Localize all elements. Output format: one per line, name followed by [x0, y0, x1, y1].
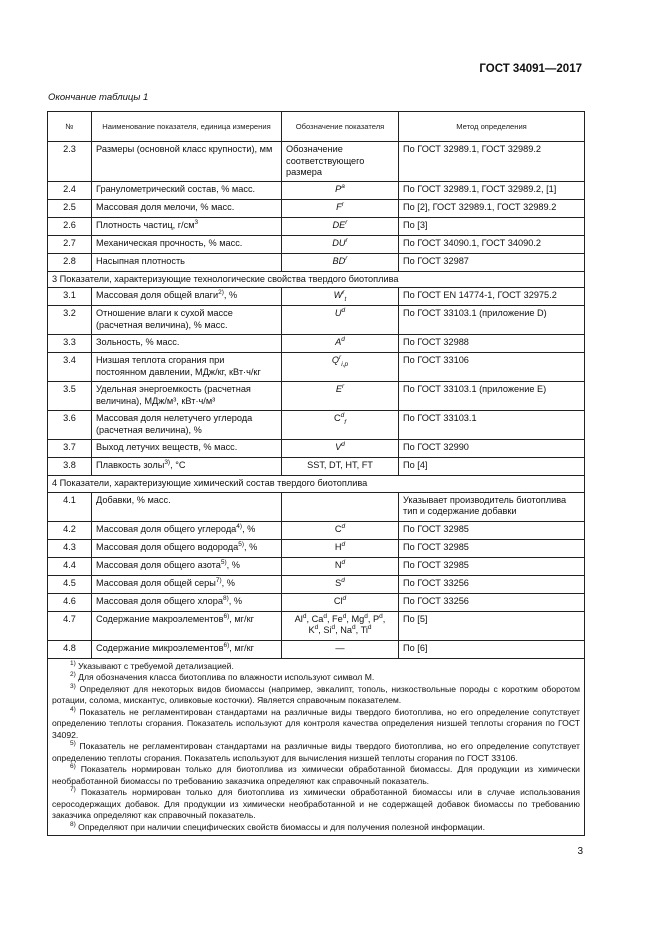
table-row: [48, 181, 585, 199]
indicator-symbol: $V^d$: [282, 440, 399, 458]
method: По ГОСТ 32987: [399, 253, 585, 271]
table-row: [48, 199, 585, 217]
table-row: [48, 411, 585, 440]
indicator-name: Массовая доля общего азота$^{5)}$, %: [92, 557, 282, 575]
indicator-symbol: —: [282, 640, 399, 658]
footnote-mark: 2): [70, 671, 76, 679]
indicator-name: Массовая доля общей серы$^{7)}$, %: [92, 575, 282, 593]
method: По [5]: [399, 611, 585, 640]
footnote-text: Определяют для некоторых видов биомассы (например, эвкалипт, тополь, низкоствольные породы с коротким оборотом ротации, солома, мискантус, оливковые косточки). Является справочным показателем.: [52, 683, 580, 705]
indicator-name: Добавки, % масс.: [92, 492, 282, 521]
footnote-mark: 5): [70, 740, 76, 748]
method: По ГОСТ 33106: [399, 353, 585, 382]
row-number: 2.6: [48, 217, 92, 235]
indicator-name: Размеры (основной класс крупности), мм: [92, 142, 282, 182]
footnote-mark: 7): [70, 786, 76, 794]
table-row: [48, 611, 585, 640]
table-row: [48, 492, 585, 521]
footnote-text: Указывают с требуемой детализацией.: [75, 660, 234, 671]
table-row: [48, 382, 585, 411]
footnote: [52, 684, 580, 707]
method: По ГОСТ 32985: [399, 539, 585, 557]
table-row: [48, 288, 585, 306]
row-number: 3.3: [48, 335, 92, 353]
table-row: [48, 306, 585, 335]
method: По ГОСТ 32985: [399, 557, 585, 575]
indicator-symbol: $U^d$: [282, 306, 399, 335]
section-title: 3 Показатели, характеризующие технологические свойства твердого биотоплива: [48, 271, 585, 288]
indicator-symbol: $BD^r$: [282, 253, 399, 271]
table-row: [48, 557, 585, 575]
indicator-symbol: Обозначение соответствующего размера: [282, 142, 399, 182]
indicator-name: Насыпная плотность: [92, 253, 282, 271]
footnote: [52, 822, 580, 834]
table-row: [48, 440, 585, 458]
row-number: 4.2: [48, 521, 92, 539]
table-row: [48, 458, 585, 476]
indicator-symbol: $S^d$: [282, 575, 399, 593]
table-row: [48, 539, 585, 557]
indicator-symbol: $W^r_t$: [282, 288, 399, 306]
footnote: [52, 764, 580, 787]
footnote-text: Для обозначения класса биотоплива по влажности используют символ M.: [75, 672, 375, 682]
method: По ГОСТ 32988: [399, 335, 585, 353]
table-row: [48, 593, 585, 611]
indicator-name: Гранулометрический состав, % масс.: [92, 181, 282, 199]
method: По ГОСТ 32985: [399, 521, 585, 539]
row-number: 2.7: [48, 235, 92, 253]
footnote: [52, 672, 580, 684]
row-number: 3.4: [48, 353, 92, 382]
table-row: [48, 353, 585, 382]
row-number: 4.6: [48, 593, 92, 611]
row-number: 3.7: [48, 440, 92, 458]
section-title: 4 Показатели, характеризующие химический состав твердого биотоплива: [48, 476, 585, 493]
indicator-name: Массовая доля общего углерода$^{4)}$, %: [92, 521, 282, 539]
footnote: [52, 707, 580, 742]
row-number: 3.5: [48, 382, 92, 411]
method: По [2], ГОСТ 32989.1, ГОСТ 32989.2: [399, 199, 585, 217]
indicator-name: Удельная энергоемкость (расчетная величина), МДж/м³, кВт·ч/м³: [92, 382, 282, 411]
indicator-symbol: Al$^d$, Ca$^d$, Fe$^d$, Mg$^d$, $P^d$, $K^d$, Si$^d$, Na$^d$, Ti$^d$: [282, 611, 399, 640]
footnote-mark: 3): [70, 682, 76, 690]
method: По ГОСТ 33256: [399, 593, 585, 611]
row-number: 3.2: [48, 306, 92, 335]
method: По ГОСТ EN 14774-1, ГОСТ 32975.2: [399, 288, 585, 306]
method: По [3]: [399, 217, 585, 235]
table-header-row: [48, 112, 585, 142]
indicators-table: [47, 111, 585, 836]
table-row: [48, 142, 585, 182]
indicator-symbol: $N^d$: [282, 557, 399, 575]
table-row: [48, 640, 585, 658]
col-header-number: №: [48, 112, 92, 142]
indicator-symbol: $A^d$: [282, 335, 399, 353]
indicator-symbol: $C^d$: [282, 521, 399, 539]
indicator-name: Массовая доля общего хлора$^{8)}$, %: [92, 593, 282, 611]
footnote-mark: 8): [70, 820, 76, 828]
row-number: 2.8: [48, 253, 92, 271]
page-number: 3: [577, 846, 583, 857]
row-number: 3.6: [48, 411, 92, 440]
indicator-symbol: $DU^r$: [282, 235, 399, 253]
method: По ГОСТ 33103.1 (приложение E): [399, 382, 585, 411]
indicator-symbol: $DE^r$: [282, 217, 399, 235]
section-row: [48, 271, 585, 288]
col-header-symbol: Обозначение показателя: [282, 112, 399, 142]
table-row: [48, 335, 585, 353]
col-header-name: Наименование показателя, единица измерения: [92, 112, 282, 142]
indicator-name: Содержание микроэлементов$^{6)}$, мг/кг: [92, 640, 282, 658]
footnote-text: Определяют при наличии специфических свойств биомассы и для получения полезной информации.: [75, 821, 485, 832]
row-number: 2.4: [48, 181, 92, 199]
footnotes: [48, 658, 585, 836]
document-id: ГОСТ 34091—2017: [479, 63, 582, 75]
indicator-name: Массовая доля нелетучего углерода (расчетная величина), %: [92, 411, 282, 440]
row-number: 4.5: [48, 575, 92, 593]
indicator-name: Отношение влаги к сухой массе (расчетная величина), % масс.: [92, 306, 282, 335]
row-number: 4.8: [48, 640, 92, 658]
method: По ГОСТ 33103.1 (приложение D): [399, 306, 585, 335]
indicator-symbol: $H^d$: [282, 539, 399, 557]
row-number: 4.4: [48, 557, 92, 575]
row-number: 3.1: [48, 288, 92, 306]
row-number: 4.1: [48, 492, 92, 521]
method: По ГОСТ 32989.1, ГОСТ 32989.2, [1]: [399, 181, 585, 199]
footnote: [52, 741, 580, 764]
footnote-text: Показатель нормирован только для биотоплива из химически обработанной биомассы. Для продукции из химически необработанной биомассы по требованию заказчика определяют как справочный показатель.: [52, 764, 580, 786]
footnote-mark: 4): [70, 705, 76, 713]
row-number: 3.8: [48, 458, 92, 476]
indicator-symbol: $P^a$: [282, 181, 399, 199]
indicator-name: Выход летучих веществ, % масс.: [92, 440, 282, 458]
indicator-name: Массовая доля мелочи, % масс.: [92, 199, 282, 217]
method: По [6]: [399, 640, 585, 658]
footnote-mark: 1): [70, 659, 76, 667]
footnote-text: Показатель не регламентирован стандартами на различные виды твердого биотоплива, но его определение сопутствует определению теплоты сгорания. Показатель используют для контроля качества определения низшей теплоты сгорания по ГОСТ 34092.: [52, 706, 580, 740]
indicator-symbol: [282, 492, 399, 521]
table-row: [48, 521, 585, 539]
footnote: [52, 661, 580, 673]
indicator-name: Плавкость золы$^{3)}$, °C: [92, 458, 282, 476]
footnote-text: Показатель не регламентирован стандартами на различные виды твердого биотоплива, но его определение сопутствует определению теплоты сгорания. Показатель используют для вычисления низшей теплоты сгорания по ГОСТ 33106.: [52, 741, 580, 763]
footnote-mark: 6): [70, 763, 76, 771]
footnote-text: Показатель нормирован только для биотоплива из химически обработанной биомассы или в случае использования серосодержащих добавок. Для продукции из химически необработанной и не содержащей добавок биомассы по требованию заказчика определяют как справочный показатель.: [52, 787, 580, 820]
method: Указывает производитель биотоплива тип и содержание добавки: [399, 492, 585, 521]
col-header-method: Метод определения: [399, 112, 585, 142]
table-row: [48, 575, 585, 593]
section-row: [48, 476, 585, 493]
method: По ГОСТ 33103.1: [399, 411, 585, 440]
row-number: 2.5: [48, 199, 92, 217]
method: По ГОСТ 32989.1, ГОСТ 32989.2: [399, 142, 585, 182]
indicator-name: Массовая доля общей влаги$^{2)}$, %: [92, 288, 282, 306]
footnotes-row: [48, 658, 585, 836]
indicator-symbol: Cl$^d$: [282, 593, 399, 611]
indicator-name: Массовая доля общего водорода$^{5)}$, %: [92, 539, 282, 557]
indicator-symbol: $C^d_f$: [282, 411, 399, 440]
method: По ГОСТ 32990: [399, 440, 585, 458]
row-number: 2.3: [48, 142, 92, 182]
indicator-symbol: $F^r$: [282, 199, 399, 217]
table-row: [48, 253, 585, 271]
indicator-name: Механическая прочность, % масс.: [92, 235, 282, 253]
indicator-name: Содержание макроэлементов$^{6)}$, мг/кг: [92, 611, 282, 640]
method: По ГОСТ 33256: [399, 575, 585, 593]
table-row: [48, 235, 585, 253]
method: По ГОСТ 34090.1, ГОСТ 34090.2: [399, 235, 585, 253]
row-number: 4.3: [48, 539, 92, 557]
indicator-symbol: $E^r$: [282, 382, 399, 411]
method: По [4]: [399, 458, 585, 476]
row-number: 4.7: [48, 611, 92, 640]
indicator-symbol: $Q^r_{i,p}$: [282, 353, 399, 382]
indicator-symbol: SST, DT, HT, FT: [282, 458, 399, 476]
table-row: [48, 217, 585, 235]
indicator-name: Зольность, % масс.: [92, 335, 282, 353]
footnote: [52, 787, 580, 822]
table-caption: Окончание таблицы 1: [48, 92, 149, 103]
table-body: [48, 142, 585, 659]
indicator-name: Низшая теплота сгорания при постоянном давлении, МДж/кг, кВт·ч/кг: [92, 353, 282, 382]
indicator-name: Плотность частиц, $г/см^3$: [92, 217, 282, 235]
